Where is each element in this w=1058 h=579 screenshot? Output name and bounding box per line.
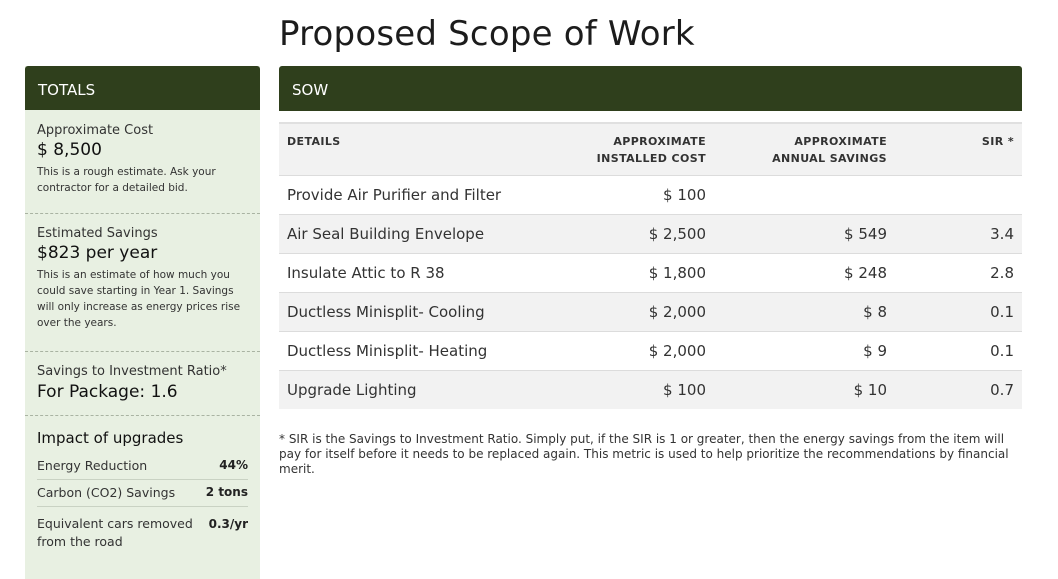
sow-table — [279, 122, 1022, 409]
table-header-row — [279, 123, 1022, 175]
table-row — [279, 331, 1022, 370]
approx-cost-section — [25, 110, 260, 214]
table-row — [279, 370, 1022, 409]
cell-sir: 0.1 — [895, 292, 1022, 331]
cell-cost: $ 2,500 — [579, 214, 714, 253]
totals-sidebar — [25, 66, 260, 579]
col-details: DETAILS — [279, 123, 579, 175]
sir-section — [25, 352, 260, 416]
impact-label: Carbon (CO2) Savings — [37, 485, 176, 500]
sow-panel — [279, 66, 1022, 477]
cell-sir: 3.4 — [895, 214, 1022, 253]
sir-label: Savings to Investment Ratio* — [37, 364, 227, 379]
table-row — [279, 253, 1022, 292]
cell-savings: $ 8 — [714, 292, 895, 331]
cell-details: Air Seal Building Envelope — [279, 214, 579, 253]
cell-sir: 0.1 — [895, 331, 1022, 370]
impact-row-energy — [37, 453, 248, 480]
cell-cost: $ 2,000 — [579, 331, 714, 370]
est-savings-value: $823 per year — [37, 243, 158, 263]
impact-value: 2 tons — [205, 485, 248, 499]
est-savings-label: Estimated Savings — [37, 226, 158, 241]
impact-value: 44% — [219, 458, 248, 472]
cell-details: Ductless Minisplit- Heating — [279, 331, 579, 370]
totals-header: TOTALS — [25, 66, 260, 110]
cell-sir: 2.8 — [895, 253, 1022, 292]
table-row — [279, 292, 1022, 331]
cell-details: Ductless Minisplit- Cooling — [279, 292, 579, 331]
cell-savings: $ 10 — [714, 370, 895, 409]
sir-footnote: * SIR is the Savings to Investment Ratio. Simply put, if the SIR is 1 or greater, then the energy savings from the item will pay for itself before it needs to be replaced again. This metric is used to help prioritize the recommendations by financial merit. — [279, 432, 1009, 476]
cell-details: Provide Air Purifier and Filter — [279, 175, 579, 214]
col-cost-line1: APPROXIMATE — [613, 135, 706, 148]
impact-label: Energy Reduction — [37, 458, 148, 473]
cell-sir — [895, 175, 1022, 214]
cell-cost: $ 1,800 — [579, 253, 714, 292]
col-savings-line1: APPROXIMATE — [794, 135, 887, 148]
col-installed-cost — [579, 123, 714, 175]
cell-details: Upgrade Lighting — [279, 370, 579, 409]
approx-cost-note: This is a rough estimate. Ask your contractor for a detailed bid. — [37, 166, 216, 194]
impact-value: 0.3/yr — [208, 517, 248, 531]
col-savings-line2: ANNUAL SAVINGS — [772, 152, 887, 165]
cell-sir: 0.7 — [895, 370, 1022, 409]
impact-row-cars — [37, 507, 248, 559]
cell-cost: $ 100 — [579, 175, 714, 214]
cell-savings: $ 9 — [714, 331, 895, 370]
col-annual-savings — [714, 123, 895, 175]
cell-details: Insulate Attic to R 38 — [279, 253, 579, 292]
sow-header: SOW — [279, 66, 1022, 111]
cell-savings: $ 549 — [714, 214, 895, 253]
est-savings-section — [25, 214, 260, 352]
cell-savings — [714, 175, 895, 214]
table-row — [279, 175, 1022, 214]
cell-savings: $ 248 — [714, 253, 895, 292]
impact-row-carbon — [37, 480, 248, 507]
impact-section — [25, 416, 260, 559]
approx-cost-value: $ 8,500 — [37, 140, 102, 160]
approx-cost-label: Approximate Cost — [37, 123, 154, 138]
cell-cost: $ 100 — [579, 370, 714, 409]
impact-label: Equivalent cars removed from the road — [37, 516, 193, 549]
col-cost-line2: INSTALLED COST — [596, 152, 706, 165]
table-row — [279, 214, 1022, 253]
page-title: Proposed Scope of Work — [279, 14, 695, 54]
col-sir: SIR * — [895, 123, 1022, 175]
sir-value: For Package: 1.6 — [37, 382, 178, 402]
est-savings-note: This is an estimate of how much you could save starting in Year 1. Savings will only increase as energy prices rise over the years. — [37, 269, 241, 329]
impact-title: Impact of upgrades — [37, 429, 184, 447]
cell-cost: $ 2,000 — [579, 292, 714, 331]
